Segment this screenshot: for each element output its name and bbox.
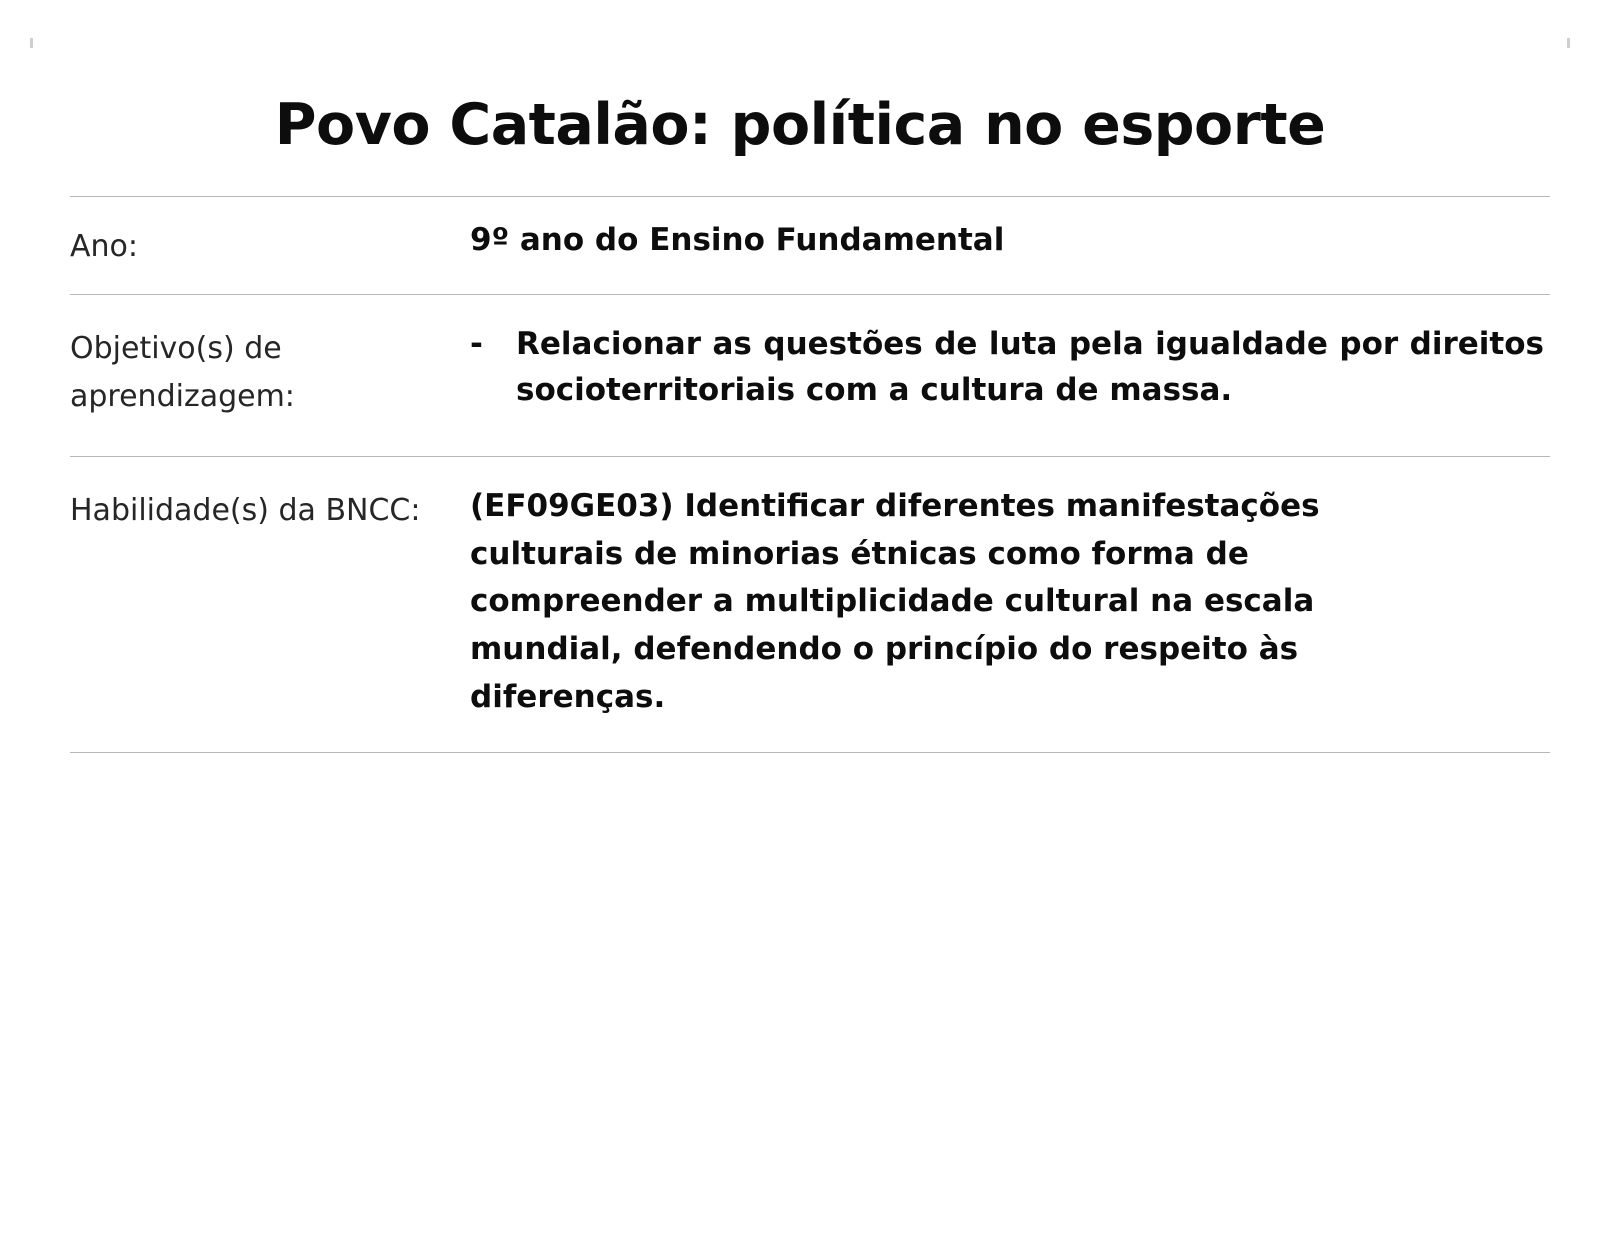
slide-container	[0, 38, 1600, 1238]
table-row-ano	[70, 196, 1550, 294]
table-row-habilidade	[70, 456, 1550, 753]
row-value-objetivo	[470, 321, 1550, 414]
row-label-habilidade: Habilidade(s) da BNCC:	[70, 492, 421, 528]
page-crop-mark-left	[30, 38, 33, 48]
objetivo-text: Relacionar as questões de luta pela igualdade por direitos socioterritoriais com a cultura de massa.	[516, 325, 1544, 409]
page-title: Povo Catalão: política no esporte	[274, 92, 1326, 159]
info-table	[30, 196, 1570, 752]
row-value-ano: 9º ano do Ensino Fundamental	[470, 222, 1005, 259]
row-value-habilidade: (EF09GE03) Identificar diferentes manifestações culturais de minorias étnicas como forma de compreender a multiplicidade cultural na escala mundial, defendendo o princípio do respeito às diferenças.	[470, 487, 1320, 715]
row-label-objetivo: Objetivo(s) de aprendizagem:	[70, 330, 295, 415]
bullet-dash-icon: -	[470, 325, 483, 362]
row-label-ano: Ano:	[70, 229, 138, 265]
page-crop-mark-right	[1567, 38, 1570, 48]
table-row-objetivo	[70, 294, 1550, 456]
